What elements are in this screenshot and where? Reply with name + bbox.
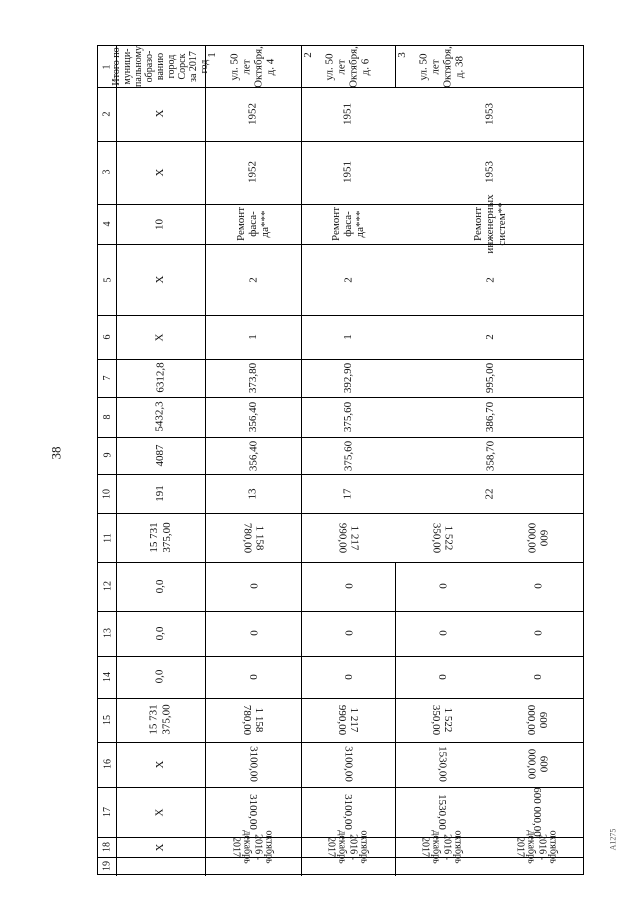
row-3b-col-14: 0 (531, 630, 544, 636)
row-1-col-3-cell (205, 87, 301, 140)
row-2-col-15: 0 (342, 674, 355, 680)
column-number: 14 (101, 671, 113, 682)
column-number: 8 (101, 414, 113, 420)
total-col-10: 4087 (154, 444, 167, 467)
total-col-5: 10 (154, 218, 167, 230)
row-3-col-11-cell (395, 474, 585, 513)
total-col-14-cell (116, 611, 205, 656)
total-col-8-cell (116, 359, 205, 397)
row-3-col-5-cell (395, 194, 585, 254)
total-col-9: 5432,3 (154, 401, 167, 433)
row-1-col-14-cell (205, 611, 301, 656)
column-number: 11 (101, 532, 113, 543)
column-number: 18 (101, 842, 113, 853)
row-2-col-6-cell (301, 244, 395, 315)
row-3b-col-17-cell (489, 742, 585, 787)
row-3-col-3: 1953 (483, 102, 496, 125)
total-col-5-cell (116, 204, 205, 244)
total-col-3: X (154, 109, 167, 118)
row-1-col-19: октябрь 2016 - декабрь 2017 (230, 830, 275, 864)
row-1-address-cell (205, 46, 301, 87)
total-col-17-cell (116, 742, 205, 787)
total-col-18: X (154, 808, 167, 817)
column-number: 17 (101, 807, 113, 818)
row-3a-col-13-cell (395, 562, 489, 611)
row-1-col-4: 1952 (246, 161, 259, 184)
row-3a-col-14-cell (395, 611, 489, 656)
row-3a-col-16-cell (395, 698, 489, 742)
total-col-19-cell (116, 837, 205, 856)
row-1-col-10: 356,40 (246, 440, 259, 471)
column-number: 16 (101, 759, 113, 770)
row-3b-col-18: 600 000,00 (531, 787, 544, 837)
total-col-7-cell (116, 315, 205, 359)
column-number: 5 (101, 277, 113, 283)
row-1-col-18: 3100,00 (247, 794, 260, 831)
row-1-col-9: 356,40 (246, 401, 259, 433)
row-3-address: ул. 50 лет Октября, д. 38 (417, 45, 467, 88)
column-number: 12 (101, 581, 113, 592)
total-label-cell (110, 46, 210, 88)
row-2-col-7-cell (301, 315, 395, 359)
column-number-cell (98, 656, 116, 698)
row-1-col-11: 13 (246, 488, 259, 500)
row-3a-col-19: октябрь 2016 - декабрь 2017 (419, 830, 464, 864)
row-1-col-8-cell (205, 359, 301, 397)
row-number: 1 (205, 52, 218, 58)
total-col-13-cell (116, 562, 205, 611)
row-1-col-14: 0 (247, 630, 260, 636)
row-1-col-4-cell (205, 141, 301, 204)
row-2-col-13: 0 (342, 583, 355, 590)
row-2-col-11-cell (301, 474, 395, 513)
row-1-col-16: 1 158 780,00 (240, 704, 266, 736)
row-2-col-18: 3100,00 (342, 794, 355, 831)
column-number: 6 (101, 334, 113, 340)
row-1-col-17-cell (205, 742, 301, 787)
column-number-cell (98, 141, 116, 204)
column-number-cell (98, 611, 116, 656)
row-3-col-10-cell (395, 437, 585, 474)
row-3b-col-19-cell (489, 830, 585, 864)
row-2-col-4: 1951 (341, 161, 354, 184)
row-3-col-9: 386,70 (483, 401, 496, 433)
row-3-col-4: 1953 (483, 161, 496, 184)
column-number: 15 (101, 714, 113, 725)
row-3-col-7: 2 (483, 334, 496, 340)
column-number: 4 (101, 221, 113, 227)
total-col-15: 0,0 (154, 669, 167, 684)
total-col-6-cell (116, 244, 205, 315)
row-2-col-5-cell (301, 204, 395, 244)
total-col-8: 6312,8 (154, 362, 167, 394)
row-3b-col-12: 600 000,00 (524, 522, 550, 553)
row-1-col-9-cell (205, 397, 301, 437)
row-3b-col-13-cell (489, 562, 585, 611)
row-1-col-8: 373,80 (246, 362, 259, 394)
column-number-cell (98, 359, 116, 397)
row-3b-col-15: 0 (531, 674, 544, 680)
total-col-6: X (154, 275, 167, 284)
row-3-address-cell (395, 46, 489, 87)
row-2-col-8-cell (301, 359, 395, 397)
total-col-3-cell (116, 87, 205, 140)
row-3a-col-19-cell (395, 830, 489, 864)
row-1-address: ул. 50 лет Октября, д. 4 (228, 45, 278, 88)
row-3b-col-14-cell (489, 611, 585, 656)
row-3a-col-14: 0 (436, 630, 449, 636)
column-number-cell (98, 244, 116, 315)
row-1-col-17: 3100,00 (247, 746, 260, 783)
row-3a-col-13: 0 (436, 583, 449, 590)
row-3-col-8: 995,00 (483, 362, 496, 394)
row-3-col-11: 22 (483, 488, 496, 500)
column-number: 3 (101, 169, 113, 175)
row-3-col-9-cell (395, 397, 585, 437)
row-2-col-9: 375,60 (341, 401, 354, 433)
column-number: 1 (101, 64, 113, 70)
row-3-col-5: Ремонт инженерных систем** (471, 194, 509, 254)
row-1-col-7: 1 (246, 334, 259, 340)
row-3-col-6: 2 (483, 276, 496, 283)
column-number-cell (98, 437, 116, 474)
row-3-col-10: 358,70 (483, 440, 496, 471)
row-1-col-12: 1 158 780,00 (240, 522, 266, 553)
column-number-cell (98, 562, 116, 611)
row-3b-col-16-cell (489, 698, 585, 742)
row-3b-col-12-cell (489, 513, 585, 562)
row-3-col-8-cell (395, 359, 585, 397)
row-3b-col-15-cell (489, 656, 585, 698)
total-col-4: X (154, 168, 167, 177)
row-1-col-5-cell (205, 204, 301, 244)
row-2-col-6: 2 (341, 276, 354, 283)
row-2-col-17-cell (301, 742, 395, 787)
row-2-col-11: 17 (341, 488, 354, 500)
total-col-10-cell (116, 437, 205, 474)
row-2-col-15-cell (301, 656, 395, 698)
row-1-col-13-cell (205, 562, 301, 611)
total-col-7: X (154, 333, 167, 342)
row-3b-col-19: октябрь 2016 - декабрь 2017 (514, 830, 559, 864)
column-number: 2 (101, 111, 113, 117)
row-2-col-14: 0 (342, 630, 355, 636)
row-1-col-3: 1952 (246, 102, 259, 125)
row-2-col-12-cell (301, 513, 395, 562)
column-number-cell (98, 857, 116, 876)
total-label: Итого по муници- пальному образо- ванию город Сорск за 2017 год (110, 46, 210, 88)
column-number-cell (98, 742, 116, 787)
row-2-col-10-cell (301, 437, 395, 474)
row-3-col-7-cell (395, 315, 585, 359)
total-col-14: 0,0 (154, 626, 167, 641)
total-col-17: X (154, 760, 167, 769)
row-2-col-4-cell (301, 141, 395, 204)
total-col-18-cell (116, 787, 205, 837)
row-2-col-12: 1 217 990,00 (335, 522, 361, 553)
row-number: 2 (301, 52, 314, 58)
column-number: 19 (101, 861, 113, 872)
row-3-col-6-cell (395, 244, 585, 315)
row-3a-col-15-cell (395, 656, 489, 698)
row-2-col-3-cell (301, 87, 395, 140)
row-2-address: ул. 50 лет Октября, д. 6 (323, 45, 373, 88)
total-col-12: 15 731 375,00 (148, 522, 173, 553)
column-number-cell (98, 315, 116, 359)
total-col-12-cell (116, 513, 205, 562)
column-number-cell (98, 474, 116, 513)
row-2-col-14-cell (301, 611, 395, 656)
repair-schedule-table (97, 45, 584, 875)
row-3a-col-16: 1 522 350,00 (429, 704, 455, 736)
row-3b-col-16: 600 000,00 (524, 704, 550, 736)
column-number: 13 (101, 628, 113, 639)
row-3a-col-12-cell (395, 513, 489, 562)
column-number-cell (98, 204, 116, 244)
row-1-col-7-cell (205, 315, 301, 359)
page-number: 38 (48, 446, 64, 460)
row-3a-col-15: 0 (436, 674, 449, 680)
column-number-cell (98, 397, 116, 437)
row-number: 3 (395, 52, 408, 58)
total-col-11: 191 (154, 485, 167, 502)
row-2-col-19-cell (301, 830, 395, 864)
column-number: 7 (101, 375, 113, 381)
row-1-col-13: 0 (247, 583, 260, 590)
total-col-13: 0,0 (154, 579, 167, 594)
total-col-15-cell (116, 656, 205, 698)
row-2-col-16: 1 217 990,00 (335, 704, 361, 736)
row-1-col-19-cell (205, 830, 301, 864)
row-2-col-3: 1951 (341, 102, 354, 125)
column-number-cell (98, 698, 116, 742)
row-3b-col-13: 0 (531, 583, 544, 590)
row-3-col-3-cell (395, 87, 585, 140)
row-3a-col-12: 1 522 350,00 (429, 522, 455, 553)
total-col-9-cell (116, 397, 205, 437)
row-3b-col-17: 600 000,00 (524, 749, 550, 780)
column-number-cell (98, 837, 116, 856)
row-2-col-7: 1 (341, 334, 354, 340)
row-3a-col-18: 1530,00 (436, 794, 449, 831)
row-3a-col-17-cell (395, 742, 489, 787)
row-2-col-5: Ремонт фаса- да*** (329, 207, 367, 242)
column-number-cell (98, 513, 116, 562)
row-1-col-6-cell (205, 244, 301, 315)
total-col-11-cell (116, 474, 205, 513)
row-3a-col-17: 1530,00 (436, 746, 449, 783)
row-2-col-19: октябрь 2016 - декабрь 2017 (325, 830, 370, 864)
row-2-col-17: 3100,00 (342, 746, 355, 783)
row-2-col-9-cell (301, 397, 395, 437)
row-1-col-15-cell (205, 656, 301, 698)
row-2-address-cell (301, 46, 395, 87)
row-1-col-16-cell (205, 698, 301, 742)
row-2-col-10: 375,60 (341, 440, 354, 471)
total-col-16-cell (116, 698, 205, 742)
column-number-cell (98, 787, 116, 837)
row-1-col-5: Ремонт фаса- да*** (234, 207, 272, 242)
total-col-4-cell (116, 141, 205, 204)
column-number: 10 (101, 488, 113, 499)
total-col-16: 15 731 375,00 (148, 704, 173, 736)
row-1-col-11-cell (205, 474, 301, 513)
row-1-col-10-cell (205, 437, 301, 474)
column-number: 9 (101, 452, 113, 458)
corner-mark: A1275 (608, 828, 618, 851)
total-col-19: X (154, 843, 167, 852)
row-2-col-8: 392,90 (341, 362, 354, 394)
row-1-col-12-cell (205, 513, 301, 562)
row-1-col-6: 2 (246, 276, 259, 283)
column-number-cell (98, 87, 116, 140)
row-2-col-16-cell (301, 698, 395, 742)
row-1-col-15: 0 (247, 674, 260, 680)
row-2-col-13-cell (301, 562, 395, 611)
